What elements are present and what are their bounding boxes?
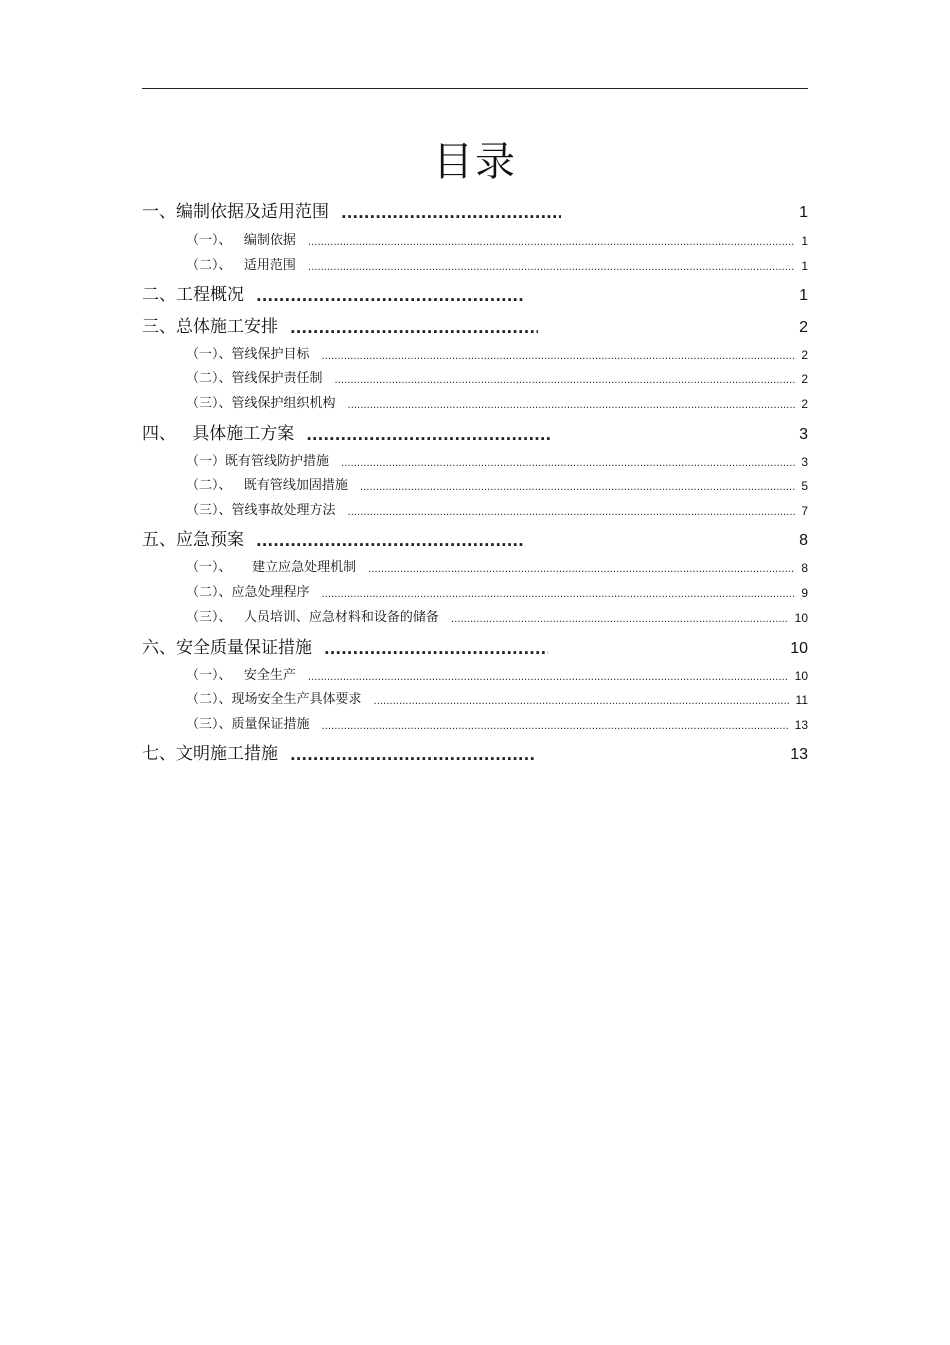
toc-entry-label: （一）、 建立应急处理机制 bbox=[186, 560, 357, 575]
toc-entry-page: 8 bbox=[801, 561, 808, 575]
toc-entry-page: 2 bbox=[801, 348, 808, 362]
toc-entry-subsection[interactable] bbox=[142, 601, 808, 625]
toc-entry-label: （一）、 安全生产 bbox=[186, 668, 296, 683]
dot-leader bbox=[308, 262, 795, 273]
toc-entry-subsection[interactable] bbox=[142, 708, 808, 732]
toc-entry-label: （一）既有管线防护措施 bbox=[186, 454, 330, 469]
page-title: 目录 bbox=[433, 139, 517, 185]
toc-entry-page: 8 bbox=[799, 532, 808, 549]
toc-entry-label: （二）、 既有管线加固措施 bbox=[186, 478, 348, 493]
toc-entry-page: 1 bbox=[799, 287, 808, 304]
toc-entry-page: 13 bbox=[790, 746, 808, 763]
toc-entry-subsection[interactable] bbox=[142, 387, 808, 411]
dot-leader bbox=[256, 287, 524, 305]
toc-entry-subsection[interactable] bbox=[142, 683, 808, 707]
toc-entry-subsection[interactable] bbox=[142, 249, 808, 273]
toc-entry-label: （一）、管线保护目标 bbox=[186, 347, 310, 362]
toc-entry-page: 10 bbox=[794, 611, 808, 625]
dot-leader bbox=[348, 507, 796, 518]
toc-entry-subsection[interactable] bbox=[142, 494, 808, 518]
toc-entry-subsection[interactable] bbox=[142, 659, 808, 683]
toc-entry-subsection[interactable] bbox=[142, 469, 808, 493]
toc-entry-page: 3 bbox=[801, 455, 808, 469]
toc-entry-label: （二）、 适用范围 bbox=[186, 258, 296, 273]
toc-entry-section-4[interactable] bbox=[142, 420, 808, 444]
toc-entry-page: 3 bbox=[799, 426, 808, 443]
dot-leader bbox=[374, 696, 790, 707]
dot-leader bbox=[256, 532, 524, 550]
toc-entry-label: 五、应急预案 bbox=[142, 530, 244, 550]
toc-entry-label: （二）、应急处理程序 bbox=[186, 585, 310, 600]
toc-entry-section-3[interactable] bbox=[142, 313, 808, 337]
dot-leader bbox=[341, 204, 561, 222]
toc-entry-section-7[interactable] bbox=[142, 740, 808, 764]
toc-entry-label: （三）、 人员培训、应急材料和设备的储备 bbox=[186, 610, 439, 625]
dot-leader bbox=[324, 640, 548, 658]
toc-entry-section-6[interactable] bbox=[142, 634, 808, 658]
toc-entry-section-2[interactable] bbox=[142, 281, 808, 305]
toc-entry-label: （二）、管线保护责任制 bbox=[186, 371, 323, 386]
dot-leader bbox=[322, 589, 796, 600]
toc-entry-label: 三、总体施工安排 bbox=[142, 317, 278, 337]
toc-entry-page: 7 bbox=[801, 504, 808, 518]
header-rule bbox=[142, 88, 808, 89]
dot-leader bbox=[360, 482, 795, 493]
dot-leader bbox=[341, 458, 795, 469]
toc-entry-section-1[interactable] bbox=[142, 198, 808, 222]
dot-leader bbox=[348, 400, 796, 411]
toc-entry-label: （三）、管线事故处理方法 bbox=[186, 503, 336, 518]
dot-leader bbox=[308, 672, 789, 683]
toc-entry-page: 2 bbox=[801, 372, 808, 386]
toc-entry-page: 1 bbox=[801, 259, 808, 273]
dot-leader bbox=[368, 564, 795, 575]
toc-entry-label: 一、编制依据及适用范围 bbox=[142, 202, 329, 222]
toc-entry-page: 2 bbox=[799, 319, 808, 336]
dot-leader bbox=[308, 237, 795, 248]
toc-entry-page: 1 bbox=[799, 204, 808, 221]
toc-entry-label: 六、安全质量保证措施 bbox=[142, 638, 312, 658]
toc-entry-subsection[interactable] bbox=[142, 551, 808, 575]
toc-entry-page: 9 bbox=[801, 586, 808, 600]
toc-entry-label: （二）、现场安全生产具体要求 bbox=[186, 692, 362, 707]
dot-leader bbox=[290, 746, 534, 764]
toc-entry-label: （三）、质量保证措施 bbox=[186, 717, 310, 732]
toc-entry-page: 13 bbox=[794, 718, 808, 732]
toc-entry-subsection[interactable] bbox=[142, 576, 808, 600]
toc-entry-subsection[interactable] bbox=[142, 445, 808, 469]
toc-entry-section-5[interactable] bbox=[142, 526, 808, 550]
toc-entry-page: 10 bbox=[790, 640, 808, 657]
toc-entry-subsection[interactable] bbox=[142, 338, 808, 362]
toc-entry-subsection[interactable] bbox=[142, 362, 808, 386]
dot-leader bbox=[451, 614, 789, 625]
toc-entry-page: 10 bbox=[794, 669, 808, 683]
toc-entry-subsection[interactable] bbox=[142, 224, 808, 248]
toc-entry-page: 5 bbox=[801, 479, 808, 493]
toc-entry-page: 11 bbox=[795, 693, 808, 707]
toc-entry-page: 2 bbox=[801, 397, 808, 411]
toc-entry-label: 四、 具体施工方案 bbox=[142, 424, 295, 444]
toc-entry-label: 二、工程概况 bbox=[142, 285, 244, 305]
dot-leader bbox=[306, 426, 550, 444]
toc-entry-label: （一）、 编制依据 bbox=[186, 233, 296, 248]
toc-entry-page: 1 bbox=[801, 234, 808, 248]
dot-leader bbox=[290, 319, 538, 337]
dot-leader bbox=[322, 351, 796, 362]
toc-entry-label: （三）、管线保护组织机构 bbox=[186, 396, 336, 411]
dot-leader bbox=[322, 721, 789, 732]
toc-entry-label: 七、文明施工措施 bbox=[142, 744, 278, 764]
dot-leader bbox=[335, 375, 796, 386]
